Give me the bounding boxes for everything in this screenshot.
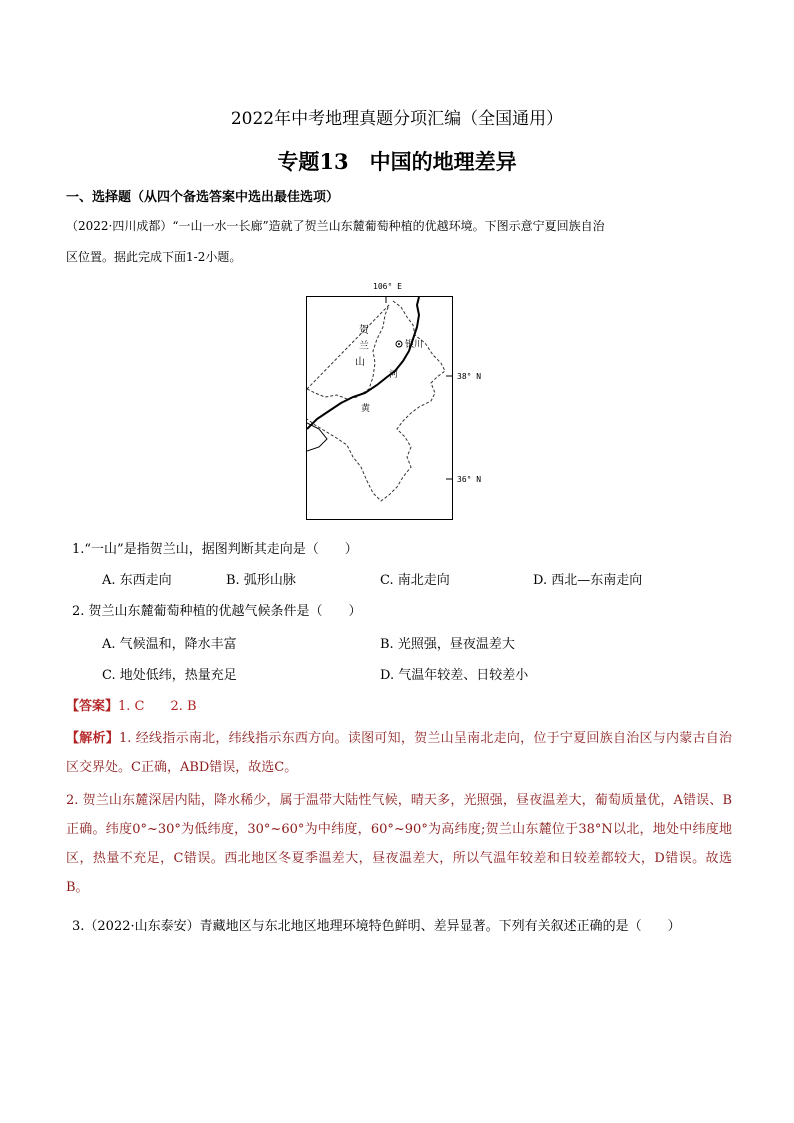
question-1-stem: 1.“一山”是指贺兰山，据图判断其走向是（ ）: [72, 542, 358, 557]
map-drawing: [307, 297, 452, 519]
q2-option-d: D. 气温年较差、日较差小: [380, 668, 529, 683]
document-subtitle: 专题13 中国的地理差异: [277, 149, 517, 174]
map-label-he1: 贺: [359, 325, 369, 336]
question-3-stem: 3.（2022·山东泰安）青藏地区与东北地区地理环境特色鲜明、差异显著。下列有关叙述正确的是（ ）: [72, 919, 681, 934]
analysis-paragraph-1: [66, 724, 732, 782]
answer-label: 【答案】: [66, 699, 119, 714]
q1-option-b: B. 弧形山脉: [226, 573, 296, 588]
map-label-lan: 兰: [359, 341, 369, 352]
q1-option-a: A. 东西走向: [102, 573, 172, 588]
passage-line-1: （2022·四川成都）“一山一水一长廊”造就了贺兰山东麓葡萄种植的优越环境。下图示意宁夏回族自治: [66, 219, 605, 233]
boundary-line: [307, 301, 445, 501]
map-lat38-label: 38° N: [457, 372, 482, 381]
map-label-he-river: 河: [389, 370, 399, 380]
passage-line-2: 区位置。据此完成下面1-2小题。: [66, 250, 242, 264]
q2-option-a: A. 气候温和，降水丰富: [102, 637, 237, 652]
analysis-label: 【解析】: [66, 731, 120, 746]
ningxia-map: [306, 296, 453, 520]
map-lon-label: 106° E: [373, 282, 402, 291]
map-label-yinchuan: 银川: [405, 340, 424, 350]
map-label-shan: 山: [355, 357, 365, 368]
q2-option-b: B. 光照强，昼夜温差大: [380, 637, 515, 652]
map-label-huang: 黄: [361, 404, 371, 414]
analysis-text-1: 1. 经线指示南北，纬线指示东西方向。读图可知，贺兰山呈南北走向，位于宁夏回族自治区与内蒙古自治区交界处。C正确，ABD错误，故选C。: [66, 731, 732, 775]
q2-option-c: C. 地处低纬，热量充足: [102, 668, 237, 683]
answer-line: [66, 695, 197, 714]
document-title: 2022年中考地理真题分项汇编（全国通用）: [230, 109, 564, 129]
q1-option-c: C. 南北走向: [380, 573, 450, 588]
section-heading: 一、选择题（从四个备选答案中选出最佳选项）: [66, 190, 340, 205]
answer-text: 1. C 2. B: [118, 699, 197, 714]
map-lat36-label: 36° N: [457, 475, 482, 484]
question-2-stem: 2. 贺兰山东麓葡萄种植的优越气候条件是（ ）: [72, 604, 362, 619]
q1-option-d: D. 西北—东南走向: [533, 573, 643, 588]
analysis-paragraph-2: 2. 贺兰山东麓深居内陆，降水稀少，属于温带大陆性气候，晴天多，光照强，昼夜温差大，葡萄质量优，A错误、B正确。纬度0°~30°为低纬度，30°~60°为中纬度，60°~90°为高纬度;贺兰山东麓位于38°N以北，地处中纬度地区，热量不充足，C错误。西北地区冬夏季温差大，昼夜温差大，所以气温年较差和日较差都较大，D错误。故选B。: [66, 793, 732, 895]
